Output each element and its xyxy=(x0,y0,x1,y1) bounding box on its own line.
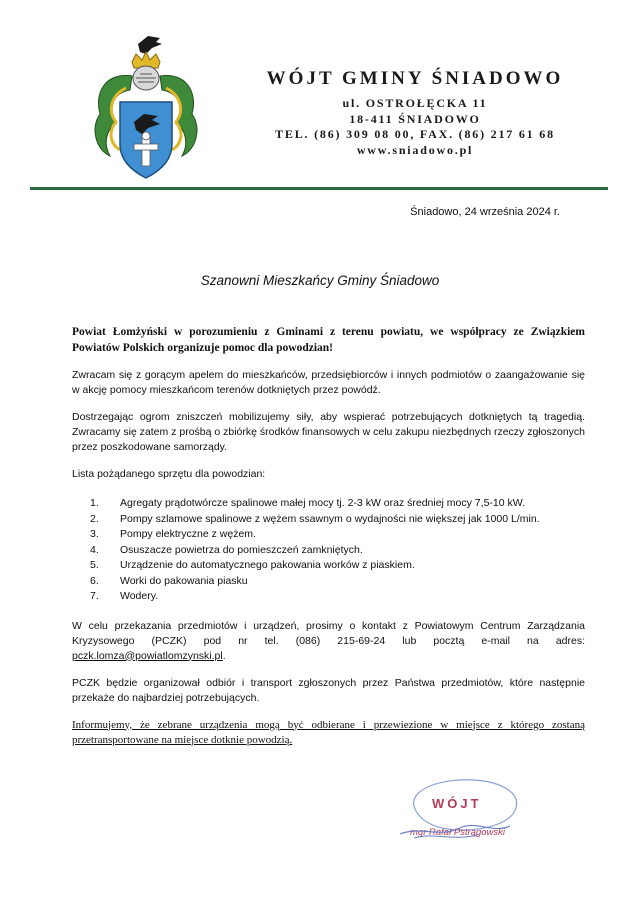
letterhead-phones: TEL. (86) 309 08 00, FAX. (86) 217 61 68 xyxy=(275,127,555,141)
contact-paragraph: W celu przekazania przedmiotów i urządzeń, prosimy o kontakt z Powiatowym Centrum Zarządzania Kryzysowego (PCZK) pod nr tel. (086) 215-69-24 lub pocztą e-mail na adres: pczk.lomza@powiatlomzynski.pl. xyxy=(72,619,585,662)
signature-icon xyxy=(380,808,530,848)
list-intro: Lista pożądanego sprzętu dla powodzian: xyxy=(72,468,266,480)
list-item: 3. Pompy elektryczne z wężem. xyxy=(90,528,256,540)
list-item: 2. Pompy szlamowe spalinowe z wężem ssawnym o wydajności nie większej jak 1000 L/min. xyxy=(90,512,540,525)
equipment-list xyxy=(72,496,585,605)
letterhead xyxy=(240,68,590,158)
mobilize-paragraph: Dostrzegając ogrom zniszczeń mobilizujemy siły, aby wspierać potrzebujących dotkniętych tą tragedią. Zwracamy się zatem z prośbą o zbiórkę środków finansowych w celu zakupu niezbędnych rzeczy zgłoszonych przez poszkodowane samorządy. xyxy=(72,411,585,453)
contact-email-link[interactable]: pczk.lomza@powiatlomzynski.pl xyxy=(72,649,223,662)
pczk-paragraph: PCZK będzie organizował odbiór i transport zgłoszonych przez Państwa przedmiotów, które następnie przekaże do najbardziej potrzebujących. xyxy=(72,676,585,704)
list-item: 7. Wodery. xyxy=(90,590,159,602)
stamp-name: mgr Rafał Pstrągowski xyxy=(410,827,506,838)
letterhead-website[interactable]: www.sniadowo.pl xyxy=(356,142,474,157)
header-divider xyxy=(30,187,608,190)
stamp-title: WÓJT xyxy=(432,796,482,811)
letterhead-title: WÓJT GMINY ŚNIADOWO xyxy=(266,68,564,89)
letter-body xyxy=(72,324,585,760)
list-item: 6. Worki do pakowania piasku xyxy=(90,574,248,587)
letterhead-postal: 18-411 ŚNIADOWO xyxy=(349,111,481,126)
lead-paragraph: Powiat Łomżyński w porozumieniu z Gminami z terenu powiatu, we współpracy ze Związkiem Powiatów Polskich organizuje pomoc dla powodzian! xyxy=(72,326,585,354)
letter-greeting: Szanowni Mieszkańcy Gminy Śniadowo xyxy=(200,273,440,288)
list-item: 4. Osuszacze powietrza do pomieszczeń zamkniętych. xyxy=(90,543,363,556)
appeal-paragraph: Zwracam się z gorącym apelem do mieszkańców, przedsiębiorców i innych podmiotów o zaangażowanie się w akcję pomocy mieszkańcom terenów dotkniętych przez powódź. xyxy=(72,369,585,396)
list-item: 1. Agregaty prądotwórcze spalinowe małej mocy tj. 2-3 kW oraz średniej mocy 7,5-10 kW. xyxy=(90,497,525,509)
list-item: 5. Urządzenie do automatycznego pakowania worków z piaskiem. xyxy=(90,559,415,571)
letterhead-street: ul. OSTROŁĘCKA 11 xyxy=(342,96,488,110)
info-paragraph: Informujemy, że zebrane urządzenia mogą być odbierane i przewiezione w miejsce z którego zostaną przetransportowane na miejsce dotknie powodzią. xyxy=(72,718,585,746)
letter-date: Śniadowo, 24 września 2024 r. xyxy=(410,206,560,218)
coat-of-arms-icon xyxy=(86,32,206,182)
